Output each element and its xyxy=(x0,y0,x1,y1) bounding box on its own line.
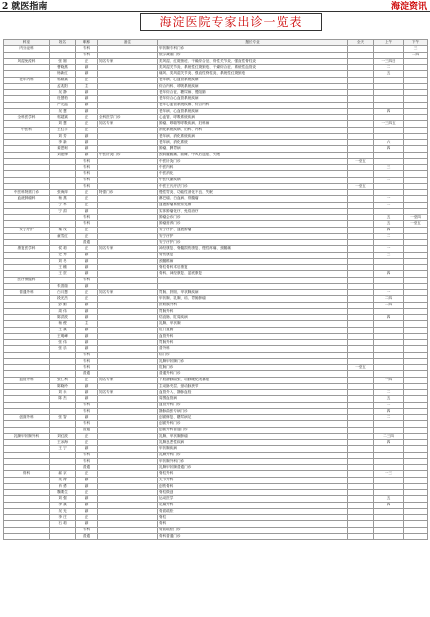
am-cell: 一 xyxy=(374,196,404,202)
am-cell: 二四 xyxy=(374,302,404,308)
name-cell: 周 伟 xyxy=(50,308,76,314)
specialty-cell: 中医代谢疾病 xyxy=(158,177,348,183)
name-cell: 肖 勇 xyxy=(50,483,76,489)
specialty-cell: 安宁疗护、血液肿瘤 xyxy=(158,227,348,233)
title-cell: 副 xyxy=(76,140,98,146)
specialty-cell: 足踝外科 xyxy=(158,502,348,508)
specialty-cell: 骨质疏松门诊 xyxy=(158,527,348,533)
am-cell: 一三 xyxy=(374,471,404,477)
name-cell: 刘 永 xyxy=(50,390,76,396)
name-cell: 彭 勤 xyxy=(50,302,76,308)
title-cell: 副 xyxy=(76,333,98,339)
title-cell: 专科 xyxy=(76,452,98,458)
am-cell: 二 xyxy=(374,65,404,71)
am-cell: 一三四五 xyxy=(374,121,404,127)
title-cell: 专科 xyxy=(76,52,98,58)
dept-cell: 全科医学科 xyxy=(4,115,50,121)
am-cell: 四 xyxy=(374,146,404,152)
am-cell: 一 xyxy=(374,246,404,252)
specialty-cell: 乳腺甲状腺普通门诊 xyxy=(158,465,348,471)
title-cell: 副 xyxy=(76,146,98,152)
name-cell: 吴 涛 xyxy=(50,477,76,483)
allday-cell: 一至五 xyxy=(348,158,374,164)
name-cell: 张 智 xyxy=(50,415,76,421)
title-cell: 正 xyxy=(76,77,98,83)
title-cell: 正 xyxy=(76,190,98,196)
name-cell: 严元霞 xyxy=(50,102,76,108)
title-cell: 副 xyxy=(76,415,98,421)
specialty-cell: 脊柱 xyxy=(158,515,348,521)
specialty-cell: 肿瘤、哮喘等呼吸疾病、妇科病 xyxy=(158,121,348,127)
title-cell: 副 xyxy=(76,483,98,489)
col-header: 备注 xyxy=(98,40,158,46)
col-header: 上午 xyxy=(374,40,404,46)
table-row xyxy=(4,533,428,539)
specialty-cell: 肿瘤、脾胃病 xyxy=(158,146,348,152)
name-cell: 王冰海 xyxy=(50,440,76,446)
specialty-cell: 普通外科门诊 xyxy=(158,371,348,377)
dept-cell: 乳腺甲状腺外科 xyxy=(4,433,50,439)
title-cell: 副 xyxy=(76,65,98,71)
name-cell: 陈洪波 xyxy=(50,315,76,321)
specialty-cell: 骨科 xyxy=(158,521,348,527)
col-header: 科室 xyxy=(4,40,50,46)
name-cell: 刘 芳 xyxy=(50,133,76,139)
specialty-cell: 中医针灸门诊 xyxy=(158,158,348,164)
name-cell: 陈晓玲 xyxy=(50,383,76,389)
specialty-cell: 骨科普通门诊 xyxy=(158,533,348,539)
specialty-cell: 消化系统疾病、妇科、内科 xyxy=(158,127,348,133)
name-cell: 童雪红 xyxy=(50,233,76,239)
specialty-cell: 肿瘤会诊门诊 xyxy=(158,215,348,221)
name-cell: 王 贺 xyxy=(50,271,76,277)
specialty-cell: 骨质疏松 xyxy=(158,508,348,514)
note-cell: 知名专家 xyxy=(98,246,158,252)
am-cell: 二 xyxy=(374,402,404,408)
specialty-cell: 肛门直肠 xyxy=(158,327,348,333)
col-header: 擅长专业 xyxy=(158,40,348,46)
specialty-cell: 普外科 xyxy=(158,346,348,352)
name-cell: 白月慧 xyxy=(50,290,76,296)
note-cell: 知名专家 xyxy=(98,377,158,383)
title-cell: 专科 xyxy=(76,277,98,283)
specialty-cell: 下肢静脉曲张、动脉硬化闭塞症 xyxy=(158,377,348,383)
name-cell: 吴 静 xyxy=(50,90,76,96)
pm-cell: 一至四 xyxy=(404,215,428,221)
specialty-cell: 老年心血管系统疾病、综合内科 xyxy=(158,102,348,108)
am-cell: 五 xyxy=(374,396,404,402)
specialty-cell: 胃肠外科 xyxy=(158,340,348,346)
name-cell: 刘 强 xyxy=(50,496,76,502)
title-cell: 专科 xyxy=(76,458,98,464)
title-cell: 副 xyxy=(76,521,98,527)
note-cell: 知名专家 xyxy=(98,290,158,296)
title-cell: 副 xyxy=(76,346,98,352)
title-cell: 正 xyxy=(76,233,98,239)
specialty-cell: 甲状腺专科门诊 xyxy=(158,46,348,52)
am-cell: 二 xyxy=(374,390,404,396)
specialty-cell: 老年综合征、糖尿病、慢阻肺 xyxy=(158,90,348,96)
specialty-cell: 创面外科普通门诊 xyxy=(158,427,348,433)
name-cell: 曹晓燕 xyxy=(50,65,76,71)
name-cell: 魏要生 xyxy=(50,490,76,496)
name-cell: 李 新 xyxy=(50,140,76,146)
specialty-cell: 胃肠、肝胆、甲状腺疾病 xyxy=(158,290,348,296)
col-header: 姓名 xyxy=(50,40,76,46)
name-cell: 李 斌 xyxy=(50,502,76,508)
name-cell: 刘建锋 xyxy=(50,152,76,158)
specialty-cell: 综合内科、呼吸系统疾病 xyxy=(158,83,348,89)
title-cell: 正 xyxy=(76,227,98,233)
specialty-cell: 血管介入、静脉血栓 xyxy=(158,390,348,396)
section-name: 海淀资讯 xyxy=(390,2,427,12)
allday-cell: 一至五 xyxy=(348,365,374,371)
section-title: 2 就医指南 xyxy=(2,2,48,12)
col-header: 全天 xyxy=(348,40,374,46)
name-cell: 王 宁 xyxy=(50,446,76,452)
title-cell: 副 xyxy=(76,108,98,114)
name-cell xyxy=(50,533,76,539)
title-cell: 专科 xyxy=(76,352,98,358)
title-cell: 正 xyxy=(76,440,98,446)
specialty-cell: 类风湿关节炎、系统性红斑狼疮、干燥综合征、系统性血管炎 xyxy=(158,65,348,71)
name-cell: 张 伟 xyxy=(50,340,76,346)
am-cell: 四 xyxy=(374,408,404,414)
am-cell: 四 xyxy=(374,315,404,321)
pm-cell: 三 xyxy=(404,46,428,52)
name-cell: 杨 俊 xyxy=(50,321,76,327)
name-cell: 姜恩柯 xyxy=(50,146,76,152)
specialty-cell: 肛肠门诊 xyxy=(158,365,348,371)
name-cell: 王红宇 xyxy=(50,127,76,133)
title-cell: 正 xyxy=(76,377,98,383)
title-cell: 专科 xyxy=(76,183,98,189)
specialty-cell: 创面外科门诊 xyxy=(158,421,348,427)
specialty-cell: 中医王氏疗法门诊 xyxy=(158,183,348,189)
page-header xyxy=(0,0,430,12)
specialty-cell: 结直肠、肛周疾病 xyxy=(158,315,348,321)
title-cell: 专科 xyxy=(76,402,98,408)
title-cell: 主 xyxy=(76,321,98,327)
am-cell: 四 xyxy=(374,227,404,233)
name-cell: 杜慧柏 xyxy=(50,96,76,102)
col-header: 职称 xyxy=(76,40,98,46)
title-cell: 副 xyxy=(76,302,98,308)
title-cell: 副 xyxy=(76,446,98,452)
title-cell: 专科 xyxy=(76,165,98,171)
specialty-cell: 乳腺甲状腺门诊 xyxy=(158,358,348,364)
am-cell: 五 xyxy=(374,221,404,227)
specialty-cell: 脊柱骨科术后康复 xyxy=(158,265,348,271)
title-cell: 副 xyxy=(76,308,98,314)
specialty-cell: 心血管、呼吸系统疾病 xyxy=(158,115,348,121)
title-cell: 主 xyxy=(76,83,98,89)
title-cell: 副 xyxy=(76,90,98,96)
am-cell: 一 xyxy=(374,290,404,296)
title-cell: 副 xyxy=(76,315,98,321)
specialty-cell: 主动脉夹层、颈动脉狭窄 xyxy=(158,383,348,389)
note-cell: 中医针灸门诊 xyxy=(98,152,158,158)
specialty-cell: 甲状腺疾病 xyxy=(158,446,348,452)
title-cell: 专科 xyxy=(76,158,98,164)
name-cell: 张 刚 xyxy=(50,58,76,64)
am-cell: 二三四 xyxy=(374,433,404,439)
specialty-cell: 脊柱微创 xyxy=(158,490,348,496)
note-cell xyxy=(98,533,158,539)
dept-cell: 血管外科 xyxy=(4,377,50,383)
specialty-cell: 血管外科门诊 xyxy=(158,402,348,408)
title-cell: 副 xyxy=(76,208,98,214)
specialty-cell: 骨科、神经康复、盆底康复 xyxy=(158,271,348,277)
name-cell: 王 斌 xyxy=(50,327,76,333)
am-cell: 二 xyxy=(374,415,404,421)
name-cell: 刘 冬 xyxy=(50,258,76,264)
dept-cell: 安宁疗护 xyxy=(4,227,50,233)
title-cell: 专科 xyxy=(76,177,98,183)
name-cell: 宁 涓 xyxy=(50,208,76,214)
name-cell: 李 庄 xyxy=(50,515,76,521)
title-cell: 专科 xyxy=(76,408,98,414)
specialty-cell: 创伤骨科 xyxy=(158,483,348,489)
title-cell: 普通 xyxy=(76,465,98,471)
specialty-cell: 周围血管病 xyxy=(158,396,348,402)
title-cell: 副 xyxy=(76,390,98,396)
note-cell: 特需门诊 xyxy=(98,190,158,196)
specialty-cell: 甲状腺、乳腺、疝、胃肠肿瘤 xyxy=(158,296,348,302)
am-cell: 一三四日 xyxy=(374,58,404,64)
title-cell: 副 xyxy=(76,102,98,108)
specialty-cell: 肿瘤营养门诊 xyxy=(158,221,348,227)
schedule-table xyxy=(3,39,428,540)
name-cell: 张仁利 xyxy=(50,377,76,383)
title-cell: 副 xyxy=(76,383,98,389)
specialty-cell: 颈肩腰腿痛、面瘫、中风后遗症、失眠 xyxy=(158,152,348,158)
name-cell: 刘 慧 xyxy=(50,121,76,127)
title-cell: 正 xyxy=(76,290,98,296)
name-cell: 郭超斌 xyxy=(50,115,76,121)
pm-cell: 一至五 xyxy=(404,221,428,227)
title-cell: 副 xyxy=(76,133,98,139)
specialty-cell: 运动医学 xyxy=(158,496,348,502)
am-cell: 二 xyxy=(374,177,404,183)
note-cell: 知名专家 xyxy=(98,58,158,64)
title-cell: 专科 xyxy=(76,421,98,427)
page-title: 海淀医院专家出诊一览表 xyxy=(140,13,322,31)
am-cell: 一四 xyxy=(374,377,404,383)
note-cell: 知名专家 xyxy=(98,390,158,396)
specialty-cell: 实体肿瘤化疗、免疫治疗 xyxy=(158,208,348,214)
title-cell: 专科 xyxy=(76,527,98,533)
title-cell: 普通 xyxy=(76,371,98,377)
name-cell: 陈 杰 xyxy=(50,396,76,402)
name-cell: 王 穗 xyxy=(50,265,76,271)
am-cell: 二 xyxy=(374,233,404,239)
title-cell: 专科 xyxy=(76,46,98,52)
name-cell: 郝 京 xyxy=(50,471,76,477)
title-cell: 副 xyxy=(76,258,98,264)
specialty-cell: 创面修复、糖尿病足 xyxy=(158,415,348,421)
specialty-cell: 安宁疗护门诊 xyxy=(158,240,348,246)
dept-cell: 普通外科 xyxy=(4,290,50,296)
note-cell: 知名专家 xyxy=(98,121,158,127)
specialty-cell: 乳腺良恶性疾病 xyxy=(158,440,348,446)
am-cell: 五 xyxy=(374,215,404,221)
specialty-cell: 淋巴瘤、白血病、骨髓瘤 xyxy=(158,196,348,202)
specialty-cell: 慢性胃炎、功能性消化不良、失眠 xyxy=(158,190,348,196)
specialty-cell: 关节外科 xyxy=(158,477,348,483)
dept-cell: 康复医学科 xyxy=(4,246,50,252)
am-cell: 六 xyxy=(374,140,404,146)
specialty-cell: 安宁疗护 xyxy=(158,233,348,239)
specialty-cell: 老年病、心血管系统疾病 xyxy=(158,77,348,83)
specialty-cell: 乳腺、甲状腺肿瘤 xyxy=(158,433,348,439)
specialty-cell: 老年病、消化系统疾病 xyxy=(158,133,348,139)
name-cell: 朱善瑞 xyxy=(50,283,76,289)
am-cell xyxy=(374,533,404,539)
name-cell: 秦 茂 xyxy=(50,227,76,233)
am-cell: 五 xyxy=(374,496,404,502)
am-cell: 二 xyxy=(374,202,404,208)
title-cell: 正 xyxy=(76,471,98,477)
title-cell: 副 xyxy=(76,477,98,483)
title-cell: 副 xyxy=(76,265,98,271)
specialty-cell: 疝门诊 xyxy=(158,352,348,358)
name-cell: 杨 燕 xyxy=(50,196,76,202)
name-cell: 段光杰 xyxy=(50,296,76,302)
am-cell: 四 xyxy=(374,502,404,508)
specialty-cell: 老年病、消化系统 xyxy=(158,140,348,146)
name-cell: 王明峰 xyxy=(50,333,76,339)
dept-cell: 血液肿瘤科 xyxy=(4,196,50,202)
allday-cell: 一至五 xyxy=(348,183,374,189)
allday-cell xyxy=(348,533,374,539)
am-cell: 二四 xyxy=(374,296,404,302)
specialty-cell: 痛风、类风湿关节炎、强直性脊柱炎、系统性红斑狼疮 xyxy=(158,71,348,77)
specialty-cell: 中医内科 xyxy=(158,165,348,171)
dept-cell: 内分泌科 xyxy=(4,46,50,52)
specialty-cell: 静脉曲张专病门诊 xyxy=(158,408,348,414)
dept-cell: 创面外科 xyxy=(4,415,50,421)
title-cell: 副 xyxy=(76,340,98,346)
title-cell: 专科 xyxy=(76,171,98,177)
title-cell: 专科 xyxy=(76,365,98,371)
title-cell: 普通 xyxy=(76,427,98,433)
specialty-cell: 脊柱外科 xyxy=(158,471,348,477)
title-cell: 副 xyxy=(76,283,98,289)
title-cell: 正 xyxy=(76,515,98,521)
specialty-cell: 乳腺外科门诊 xyxy=(158,452,348,458)
name-cell: 吴 光 xyxy=(50,508,76,514)
title-cell: 正 xyxy=(76,246,98,252)
name-cell: 石 莉 xyxy=(50,521,76,527)
dept-cell: 医疗保健科 xyxy=(4,277,50,283)
specialty-cell: 血液肿瘤系统常见病 xyxy=(158,202,348,208)
title-cell: 专科 xyxy=(76,358,98,364)
am-cell: 四 xyxy=(374,108,404,114)
title-cell: 正 xyxy=(76,196,98,202)
name-cell: 张海萍 xyxy=(50,190,76,196)
title-cell: 正 xyxy=(76,202,98,208)
name-cell: 宁 军 xyxy=(50,202,76,208)
dept-cell: 骨科 xyxy=(4,471,50,477)
title-cell: 正 xyxy=(76,115,98,121)
dept-cell: 风湿免疫科 xyxy=(4,58,50,64)
specialty-cell: 血管外科 xyxy=(158,333,348,339)
specialty-cell: 肝胆胰外科 xyxy=(158,302,348,308)
pm-cell xyxy=(404,533,428,539)
specialty-cell: 老年病、心血管系统疾病 xyxy=(158,108,348,114)
name-cell: 孟兆阳 xyxy=(50,83,76,89)
name-cell: 张 乐 xyxy=(50,346,76,352)
dept-cell: 中医科特需门诊 xyxy=(4,190,50,196)
title-cell: 副 xyxy=(76,396,98,402)
specialty-cell: 胃肠外科 xyxy=(158,308,348,314)
title-cell: 专科 xyxy=(76,221,98,227)
title-cell: 副 xyxy=(76,327,98,333)
specialty-cell: 低学减重门诊 xyxy=(158,52,348,58)
specialty-cell: 神经康复、脊髓损伤康复、慢性疼痛、颈腰痛 xyxy=(158,246,348,252)
col-header: 下午 xyxy=(404,40,428,46)
name-cell: 侯 莉 xyxy=(50,246,76,252)
title-cell: 正 xyxy=(76,58,98,64)
title-cell: 副 xyxy=(76,71,98,77)
title-cell: 副 xyxy=(76,496,98,502)
specialty-cell: 中医消化 xyxy=(158,171,348,177)
title-cell: 副 xyxy=(76,252,98,258)
name-cell: 杨新红 xyxy=(50,71,76,77)
title-cell: 正 xyxy=(76,127,98,133)
name-cell: 刘红波 xyxy=(50,433,76,439)
specialty-cell: 老年综合心血管系统疾病 xyxy=(158,96,348,102)
title-cell: 副 xyxy=(76,508,98,514)
specialty-cell: 乳腺、甲状腺 xyxy=(158,321,348,327)
am-cell: 四 xyxy=(374,440,404,446)
title-cell: 正 xyxy=(76,433,98,439)
am-cell: 三 xyxy=(374,165,404,171)
dept-cell xyxy=(4,533,50,539)
title-cell: 正 xyxy=(76,121,98,127)
title-cell: 副 xyxy=(76,152,98,158)
dept-cell: 老年内科 xyxy=(4,77,50,83)
specialty-cell: 骨伤康复 xyxy=(158,252,348,258)
am-cell: 四 xyxy=(374,271,404,277)
specialty-cell: 颈腰椎病 xyxy=(158,258,348,264)
am-cell: 五 xyxy=(374,71,404,77)
title-cell: 正 xyxy=(76,296,98,302)
pm-cell: 二四 xyxy=(404,52,428,58)
title-cell: 副 xyxy=(76,502,98,508)
title-cell: 正 xyxy=(76,490,98,496)
am-cell: 三 xyxy=(374,252,404,258)
title-cell: 专科 xyxy=(76,215,98,221)
name-cell: 吴 慧 xyxy=(50,108,76,114)
note-cell: 全科医学门诊 xyxy=(98,115,158,121)
specialty-cell: 甲状腺外科门诊 xyxy=(158,458,348,464)
name-cell: 史 秀 xyxy=(50,252,76,258)
dept-cell: 中医科 xyxy=(4,127,50,133)
title-cell: 副 xyxy=(76,96,98,102)
table-body xyxy=(4,46,428,540)
name-cell: 郭硕斌 xyxy=(50,77,76,83)
title-cell: 普通 xyxy=(76,240,98,246)
title-cell: 副 xyxy=(76,271,98,277)
title-cell: 普通 xyxy=(76,533,98,539)
specialty-cell: 类风湿、红斑狼疮、干燥综合征、骨性关节炎、强直性脊柱炎 xyxy=(158,58,348,64)
